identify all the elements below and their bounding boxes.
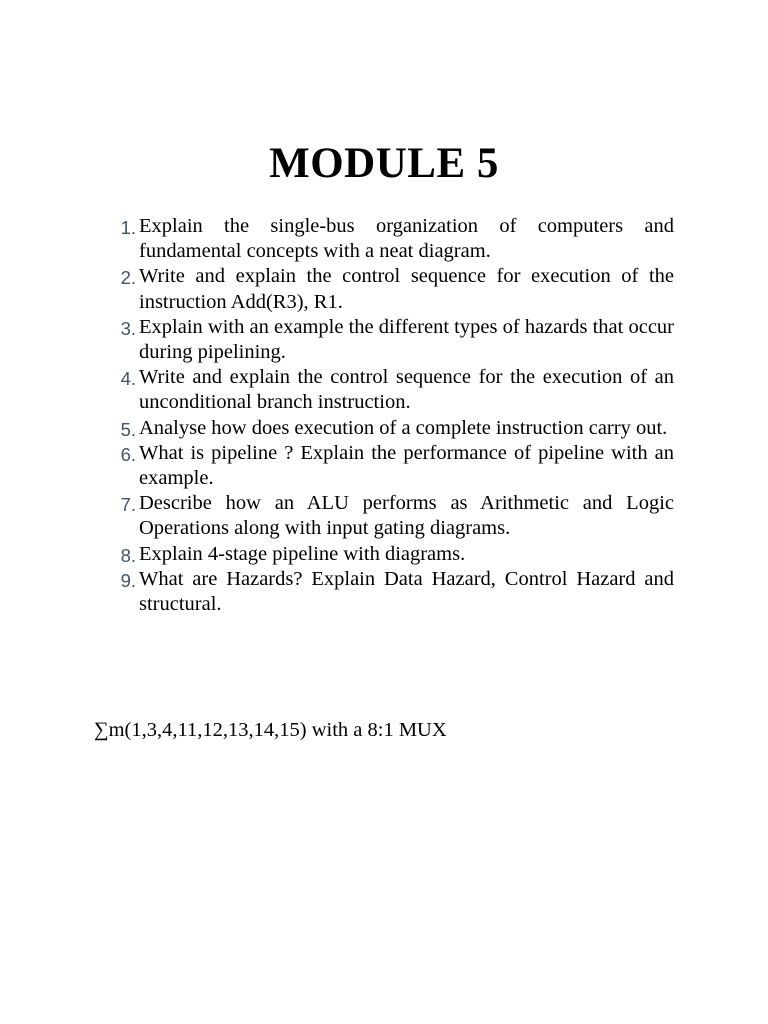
- question-number: 1.: [120, 217, 136, 238]
- question-text: What are Hazards? Explain Data Hazard, Control Hazard and structural.: [139, 567, 674, 616]
- question-number: 6.: [120, 443, 136, 465]
- question-item-5: [112, 416, 674, 441]
- question-number: 9.: [120, 569, 136, 591]
- question-item-8: [112, 542, 674, 567]
- question-item-1: [112, 214, 674, 264]
- question-item-2: [112, 264, 674, 314]
- page-title: MODULE 5: [269, 140, 499, 187]
- question-item-7: [112, 491, 674, 541]
- question-text: Describe how an ALU performs as Arithmetic and Logic Operations along with input gating diagrams.: [139, 492, 674, 540]
- question-text: Write and explain the control sequence for execution of the instruction Add(R3), R1.: [139, 265, 674, 313]
- question-number: 7.: [120, 494, 136, 516]
- question-text: Analyse how does execution of a complete instruction carry out.: [139, 416, 668, 439]
- question-text: Explain with an example the different types of hazards that occur during pipelining.: [139, 315, 674, 364]
- minterm-formula: ∑m(1,3,4,11,12,13,14,15) with a 8:1 MUX: [94, 719, 447, 741]
- question-item-6: [112, 441, 674, 491]
- question-item-3: [112, 315, 674, 365]
- question-list: [112, 214, 674, 617]
- question-item-4: [112, 365, 674, 415]
- question-text: Write and explain the control sequence for the execution of an unconditional branch instruction.: [139, 366, 674, 414]
- question-text: Explain the single-bus organization of computers and fundamental concepts with a neat diagram.: [139, 215, 674, 263]
- question-number: 5.: [120, 418, 136, 440]
- question-number: 8.: [120, 544, 136, 566]
- question-number: 2.: [120, 267, 136, 289]
- question-text: Explain 4-stage pipeline with diagrams.: [139, 542, 466, 565]
- question-number: 3.: [120, 317, 136, 339]
- question-item-9: [112, 567, 674, 617]
- question-number: 4.: [120, 368, 136, 390]
- question-text: What is pipeline ? Explain the performance of pipeline with an example.: [139, 441, 674, 490]
